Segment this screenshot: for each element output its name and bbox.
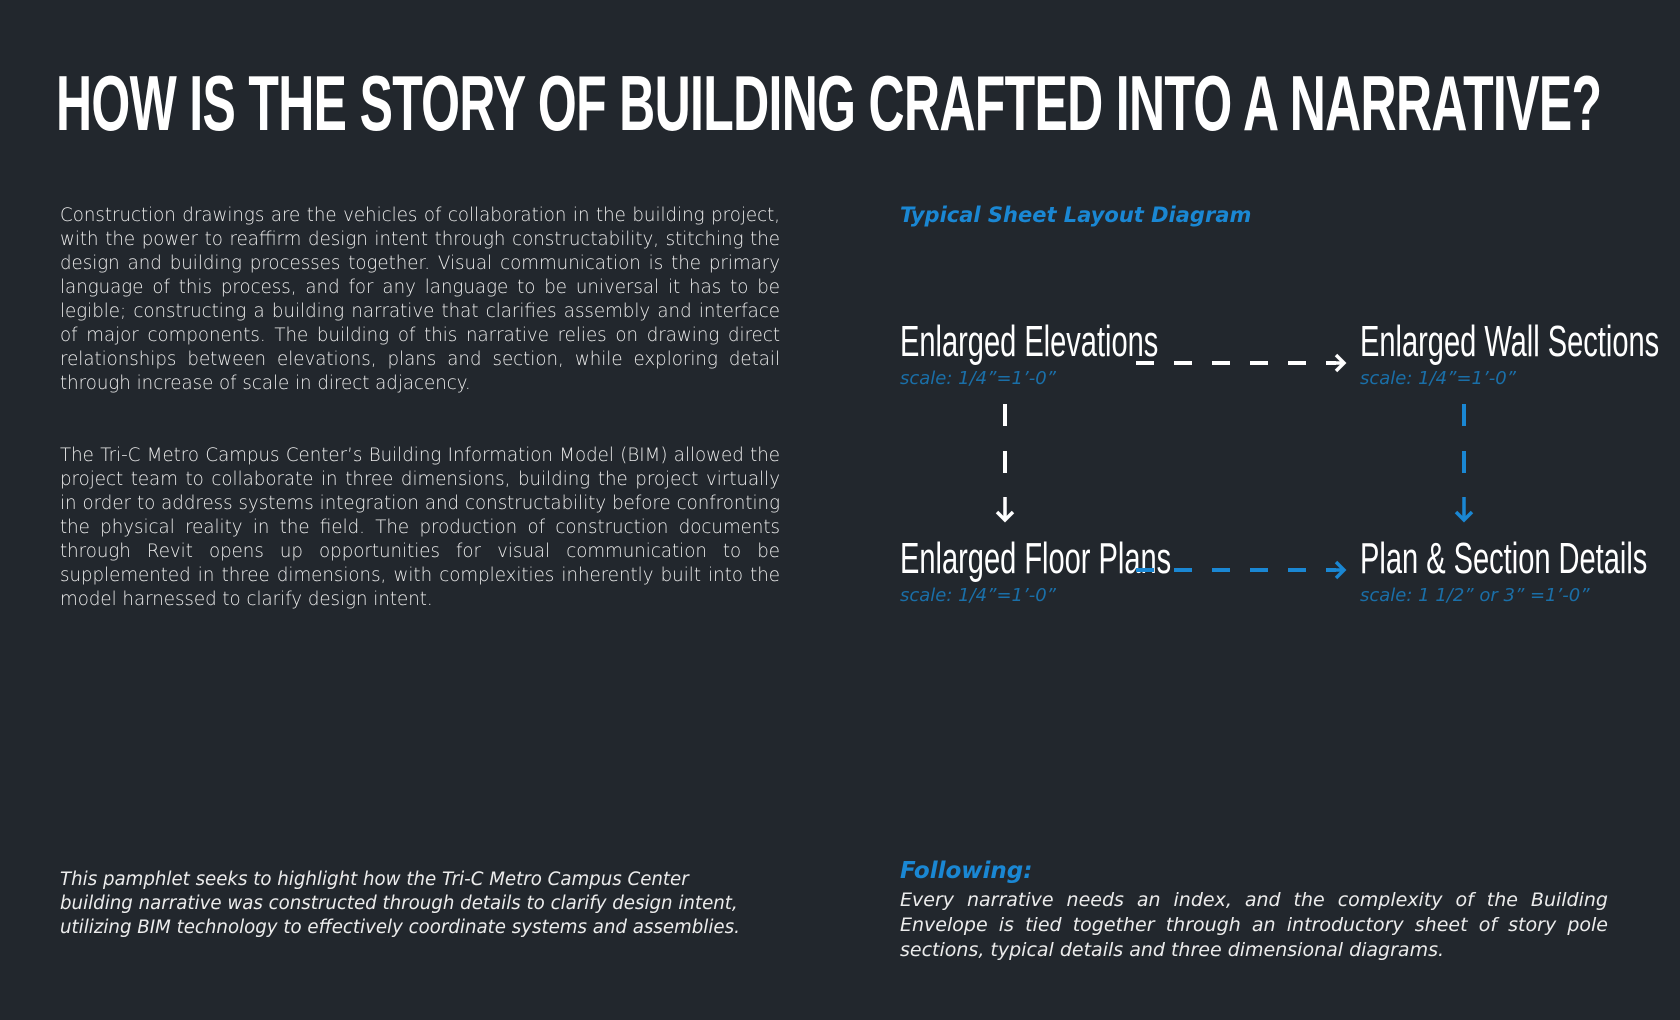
following-text: Every narrative needs an index, and the complexity of the Building Envelope is tied together through an introductory sheet of story pole sections, typical details and three dimensional diagrams. — [900, 889, 1608, 961]
body-paragraph-1: Construction drawings are the vehicles of collaboration in the building project, with the power to reaffirm design intent through constructability, stitching the design and building processes together. Visual communication is the primary language of this process, and for any language to be universal it has to be legible; constructing a building narrative that clarifies assembly and interface of major components. The building of this narrative relies on drawing direct relationships between elevations, plans and section, while exploring detail through increase of scale in direct adjacency. — [60, 205, 780, 394]
node-title: Enlarged Wall Sections — [1360, 317, 1660, 366]
page-title: HOW IS THE STORY OF BUILDING CRAFTED INTO A NARRATIVE? — [56, 59, 1602, 147]
arrow-elevations-to-wall-sections — [1136, 355, 1344, 371]
following-heading: Following: — [900, 858, 1033, 884]
arrow-floor-plans-to-details — [1136, 562, 1344, 578]
node-scale: scale: 1/4”=1’-0” — [1360, 368, 1516, 389]
node-title: Plan & Section Details — [1360, 534, 1648, 583]
node-scale: scale: 1 1/2” or 3” =1’-0” — [1360, 585, 1590, 606]
body-paragraph-2: The Tri-C Metro Campus Center’s Building Information Model (BIM) allowed the project team to collaborate in three dimensions, building the project virtually in order to address systems integration and constructability before confronting the physical reality in the field. The production of construction documents through Revit opens up opportunities for visual communication to be supplemented in three dimensions, with complexities inherently built into the model harnessed to clarify design intent. — [60, 445, 780, 610]
intro-paragraph: This pamphlet seeks to highlight how the Tri-C Metro Campus Center building narrative was constructed through details to clarify design intent, utilizing BIM technology to effectively coordinate systems and assemblies. — [60, 869, 740, 938]
node-title: Enlarged Elevations — [900, 317, 1159, 366]
node-scale: scale: 1/4”=1’-0” — [900, 585, 1056, 606]
diagram-heading: Typical Sheet Layout Diagram — [900, 203, 1252, 227]
arrow-wall-sections-to-details — [1456, 404, 1472, 520]
node-title: Enlarged Floor Plans — [900, 534, 1172, 583]
arrow-elevations-to-floor-plans — [997, 404, 1013, 520]
node-scale: scale: 1/4”=1’-0” — [900, 368, 1056, 389]
